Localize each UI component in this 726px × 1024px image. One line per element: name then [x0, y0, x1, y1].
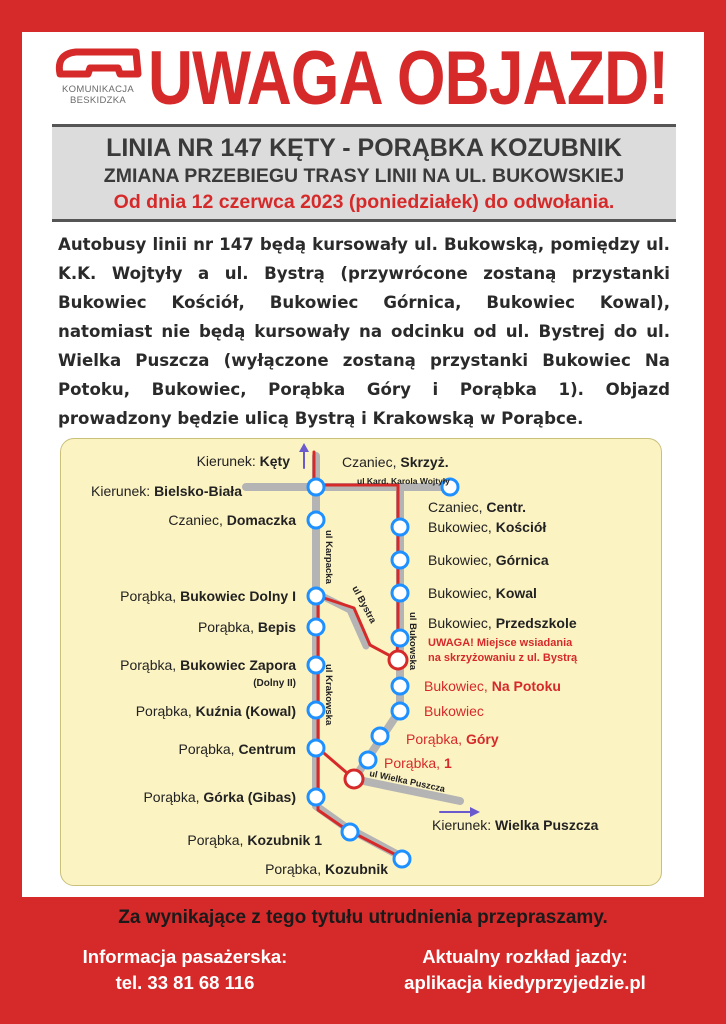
stop-closed-0	[392, 678, 408, 694]
street-wielka-puszcza-label: ul Wielka Puszcza	[368, 768, 446, 794]
stop-right-2	[392, 585, 408, 601]
stop-right-0	[392, 519, 408, 535]
headline: UWAGA OBJAZD!	[148, 36, 669, 121]
stop-left-7	[342, 824, 358, 840]
stop-left-label-1: Porąbka, Bukowiec Dolny I	[120, 588, 296, 604]
passenger-info-label: Informacja pasażerska:	[82, 946, 288, 967]
stop-przedszkole-boarding	[389, 651, 407, 669]
stop-left-label-0: Czaniec, Domaczka	[168, 512, 296, 528]
junction-wielka-puszcza	[345, 770, 363, 788]
arrow-wielka-head	[470, 807, 480, 817]
stop-czaniec-skrzyz	[308, 479, 324, 495]
passenger-info-phone: tel. 33 81 68 116	[115, 972, 255, 993]
stop-left-6	[308, 789, 324, 805]
warning-line2: na skrzyżowaniu z ul. Bystrą	[428, 652, 578, 664]
stop-closed-label-2: Porąbka, Góry	[406, 731, 499, 747]
warning-line1: UWAGA! Miejsce wsiadania	[428, 637, 573, 649]
stop-left-sub-3: (Dolny II)	[253, 678, 296, 689]
stop-right-label-1: Bukowiec, Górnica	[428, 552, 549, 568]
street-bystra-label: ul Bystra	[349, 584, 379, 626]
stop-closed-label-0: Bukowiec, Na Potoku	[424, 678, 561, 694]
stop-left-0	[308, 512, 324, 528]
street-bukowska-label: ul Bukowska	[407, 612, 418, 671]
logo-line2: BESKIDZKA	[69, 95, 127, 106]
stop-right-3	[392, 630, 408, 646]
stop-closed-2	[372, 728, 388, 744]
stop-closed-label-1: Bukowiec	[424, 703, 484, 719]
stop-left-label-5: Porąbka, Centrum	[178, 741, 296, 757]
stop-closed-label-3: Porąbka, 1	[384, 755, 452, 771]
apology-text: Za wynikające z tego tytułu utrudnienia przepraszamy.	[118, 907, 608, 928]
passenger-info	[40, 944, 330, 996]
route-change-subtitle: ZMIANA PRZEBIEGU TRASY LINII NA UL. BUKOWSKIEJ	[103, 165, 625, 187]
stop-left-label-4: Porąbka, Kuźnia (Kowal)	[135, 703, 296, 719]
stop-closed-1	[392, 703, 408, 719]
stop-closed-3	[360, 752, 376, 768]
stop-left-label-3: Porąbka, Bukowiec Zapora	[120, 657, 296, 673]
stop-left-5	[308, 740, 324, 756]
stop-right-label-3: Bukowiec, Przedszkole	[428, 615, 577, 631]
stop-left-label-8: Porąbka, Kozubnik	[265, 861, 388, 877]
stop-left-label-6: Porąbka, Górka (Gibas)	[143, 789, 296, 805]
direction-kety-label: Kierunek: Kęty	[196, 453, 290, 469]
stop-left-3	[308, 657, 324, 673]
stop-left-1	[308, 588, 324, 604]
schedule-info	[360, 944, 690, 996]
detour-description: Autobusy linii nr 147 będą kursowały ul. Bukowską, pomiędzy ul. K.K. Wojtyły a ul. Bystrą (przywrócone zostaną przystanki Bukowiec Kościół, Bukowiec Górnica, Bukowiec Kowal), natomiast nie będą kursowały na odcinku od ul. Bystrej do ul. Wielka Puszcza (wyłączone zostaną przystanki Bukowiec Na Potoku, Bukowiec, Porąbka Góry i Porąbka 1). Objazd prowadzony będzie ulicą Bystrą i Krakowską w Porąbce.	[58, 235, 670, 428]
stop-left-2	[308, 619, 324, 635]
street-karpacka-label: ul Karpacka	[323, 530, 334, 584]
line-title: LINIA NR 147 KĘTY - PORĄBKA KOZUBNIK	[106, 134, 622, 162]
direction-wielka-label: Kierunek: Wielka Puszcza	[432, 817, 599, 833]
street-wojtyly-label: ul Kard. Karola Wojtyły	[357, 476, 450, 486]
schedule-label: Aktualny rozkład jazdy:	[422, 946, 628, 967]
stop-left-4	[308, 702, 324, 718]
stop-right-1	[392, 552, 408, 568]
stop-left-8	[394, 851, 410, 867]
stop-top-label-0: Czaniec, Skrzyż.	[342, 454, 449, 470]
stop-right-label-0: Bukowiec, Kościół	[428, 519, 547, 535]
stop-left-label-2: Porąbka, Bepis	[197, 619, 296, 635]
logo-line1: KOMUNIKACJA	[62, 84, 134, 95]
street-krakowska-label: ul Krakowska	[323, 664, 334, 726]
schedule-app: aplikacja kiedyprzyjedzie.pl	[404, 972, 646, 993]
direction-bielsko-label: Kierunek: Bielsko-Biała	[91, 483, 242, 499]
effective-date: Od dnia 12 czerwca 2023 (poniedziałek) do odwołania.	[113, 191, 615, 213]
stop-left-label-7: Porąbka, Kozubnik 1	[187, 832, 322, 848]
arrow-kety-head	[299, 443, 309, 452]
stop-top-label-1: Czaniec, Centr.	[428, 499, 527, 515]
stop-right-label-2: Bukowiec, Kowal	[428, 585, 537, 601]
